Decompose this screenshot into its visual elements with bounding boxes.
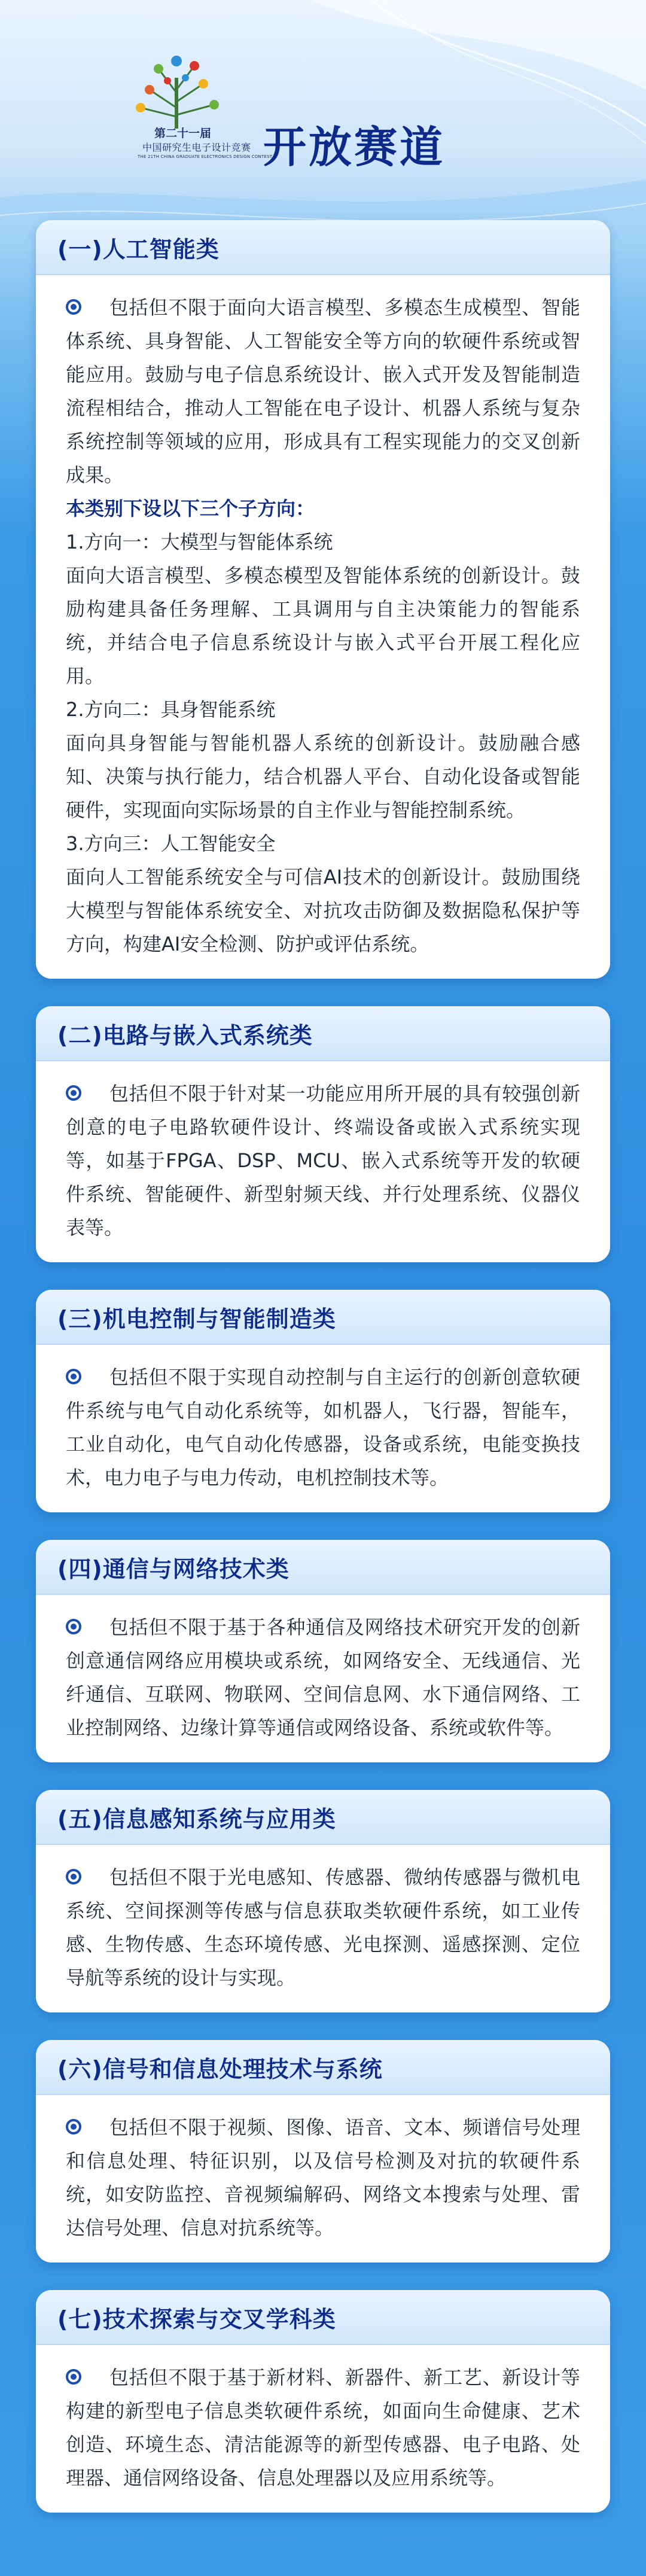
section-intro	[66, 291, 580, 492]
section-header	[36, 1006, 610, 1061]
direction-title: 3.方向三：人工智能安全	[66, 832, 276, 855]
section-title: (六)信号和信息处理技术与系统	[57, 2056, 383, 2082]
bullet-icon	[66, 2119, 81, 2135]
page-header	[0, 0, 646, 215]
direction-text: 面向人工智能系统安全与可信AI技术的创新设计。鼓励围绕大模型与智能体系统安全、对抗攻击防御及数据隐私保护等方向，构建AI安全检测、防护或评估系统。	[66, 866, 580, 955]
section-card-signal-processing	[36, 2040, 610, 2263]
section-card-interdisciplinary	[36, 2290, 610, 2513]
section-body	[36, 1845, 610, 2012]
page-title: 开放赛道	[263, 122, 446, 172]
bullet-icon	[66, 1869, 81, 1884]
bullet-icon	[66, 1085, 81, 1101]
section-intro-text: 包括但不限于视频、图像、语音、文本、频谱信号处理和信息处理、特征识别，以及信号检测及对抗的软硬件系统，如安防监控、音视频编解码、网络文本搜索与处理、雷达信号处理、信息对抗系统等。	[66, 2116, 580, 2239]
section-body	[36, 2095, 610, 2263]
section-intro	[66, 1360, 580, 1494]
section-intro-text: 包括但不限于实现自动控制与自主运行的创新创意软硬件系统与电气自动化系统等，如机器人，飞行器，智能车，工业自动化，电气自动化传感器，设备或系统，电能变换技术，电力电子与电力传动，电机控制技术等。	[66, 1366, 580, 1489]
section-body	[36, 1595, 610, 1762]
section-header	[36, 2040, 610, 2095]
section-intro	[66, 1610, 580, 1744]
section-title: (三)机电控制与智能制造类	[57, 1305, 336, 1332]
logo-contest-name: 中国研究生电子设计竞赛	[142, 142, 251, 153]
section-card-ai	[36, 220, 610, 979]
direction-text: 面向大语言模型、多模态模型及智能体系统的创新设计。鼓励构建具备任务理解、工具调用与自主决策能力的智能系统，并结合电子信息系统设计与嵌入式平台开展工程化应用。	[66, 564, 580, 687]
section-intro-text: 包括但不限于针对某一功能应用所开展的具有较强创新创意的电子电路软硬件设计、终端设备或嵌入式系统实现等，如基于FPGA、DSP、MCU、嵌入式系统等开发的软硬件系统、智能硬件、新型射频天线、并行处理系统、仪器仪表等。	[66, 1082, 580, 1239]
section-title: (四)通信与网络技术类	[57, 1555, 290, 1582]
section-body	[36, 1061, 610, 1262]
section-card-communications	[36, 1540, 610, 1762]
contest-logo-tree-icon	[126, 48, 227, 132]
section-header	[36, 1290, 610, 1345]
track-sections	[36, 220, 610, 2540]
section-header	[36, 220, 610, 275]
direction-title: 2.方向二：具身智能系统	[66, 698, 276, 721]
section-intro-text: 包括但不限于光电感知、传感器、微纳传感器与微机电系统、空间探测等传感与信息获取类软硬件系统，如工业传感、生物传感、生态环境传感、光电探测、遥感探测、定位导航等系统的设计与实现。	[66, 1866, 580, 1989]
section-card-sensing	[36, 1790, 610, 2012]
bullet-icon	[66, 1619, 81, 1634]
section-intro-text: 包括但不限于面向大语言模型、多模态生成模型、智能体系统、具身智能、人工智能安全等方向的软硬件系统或智能应用。鼓励与电子信息系统设计、嵌入式开发及智能制造流程相结合，推动人工智能在电子设计、机器人系统与复杂系统控制等领域的应用，形成具有工程实现能力的交叉创新成果。	[66, 296, 580, 486]
section-header	[36, 2290, 610, 2345]
section-intro	[66, 2361, 580, 2495]
direction-text: 面向具身智能与智能机器人系统的创新设计。鼓励融合感知、决策与执行能力，结合机器人平台、自动化设备或智能硬件，实现面向实际场景的自主作业与智能控制系统。	[66, 732, 580, 821]
section-card-circuits	[36, 1006, 610, 1262]
section-title: (五)信息感知系统与应用类	[57, 1805, 336, 1832]
section-header	[36, 1540, 610, 1595]
section-header	[36, 1790, 610, 1845]
section-card-mechatronics	[36, 1290, 610, 1512]
logo-english-name: THE 21TH CHINA GRADUATE ELECTRONICS DESIGN CONTEST	[138, 154, 273, 159]
section-intro	[66, 1861, 580, 1995]
direction-title: 1.方向一：大模型与智能体系统	[66, 531, 333, 553]
section-intro-text: 包括但不限于基于各种通信及网络技术研究开发的创新创意通信网络应用模块或系统，如网络安全、无线通信、光纤通信、互联网、物联网、空间信息网、水下通信网络、工业控制网络、边缘计算等通信或网络设备、系统或软件等。	[66, 1616, 580, 1739]
section-title: (七)技术探索与交叉学科类	[57, 2306, 336, 2333]
section-intro-text: 包括但不限于基于新材料、新器件、新工艺、新设计等构建的新型电子信息类软硬件系统，如面向生命健康、艺术创造、环境生态、清洁能源等的新型传感器、电子电路、处理器、通信网络设备、信息处理器以及应用系统等。	[66, 2366, 580, 2489]
subdirections-heading: 本类别下设以下三个子方向：	[66, 497, 315, 520]
section-title: (二)电路与嵌入式系统类	[57, 1022, 313, 1049]
section-body	[36, 2345, 610, 2513]
bullet-icon	[66, 299, 81, 315]
section-title: (一)人工智能类	[57, 236, 220, 263]
logo-edition-text: 第二十一届	[154, 127, 212, 140]
section-intro	[66, 1077, 580, 1244]
bullet-icon	[66, 1369, 81, 1384]
bullet-icon	[66, 2369, 81, 2385]
section-body	[36, 275, 610, 979]
section-body	[36, 1345, 610, 1512]
section-intro	[66, 2111, 580, 2245]
